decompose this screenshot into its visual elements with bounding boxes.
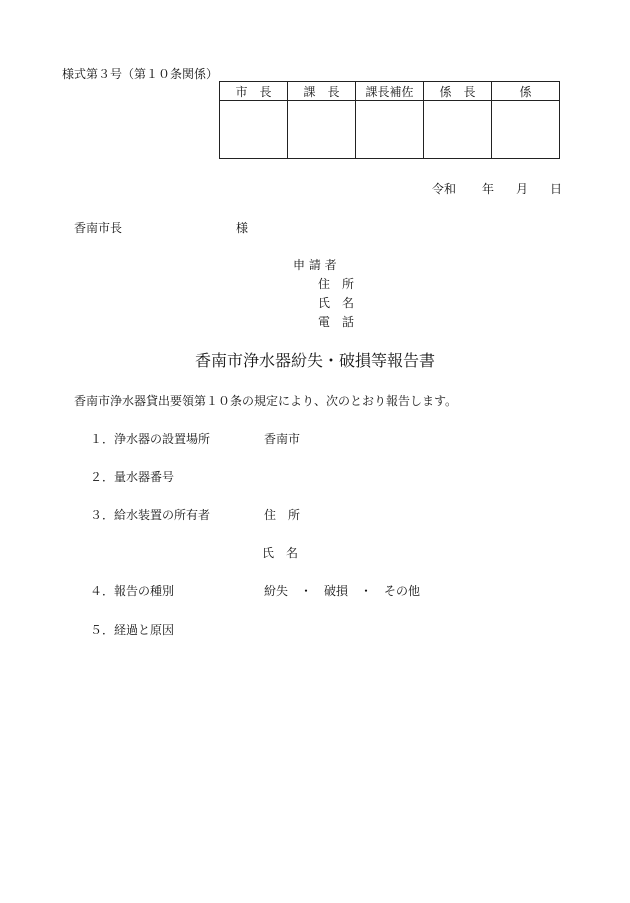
approval-header-section-chief: 課 長 — [288, 82, 356, 101]
item-number: ３． — [90, 508, 115, 522]
date-line — [432, 180, 562, 197]
approval-stamp-cell — [424, 101, 492, 159]
approval-header-staff: 係 — [492, 82, 560, 101]
item-value-report-type: 紛失 ・ 破損 ・ その他 — [264, 584, 421, 598]
item-number: ２． — [90, 470, 115, 484]
approval-stamp-cell — [288, 101, 356, 159]
item-number: ４． — [90, 584, 115, 598]
item-value-owner-name: 氏 名 — [262, 546, 299, 560]
addressee-honorific: 様 — [236, 221, 249, 235]
addressee-name: 香南市長 — [74, 221, 123, 235]
applicant-heading: 申 請 者 — [293, 258, 337, 272]
date-month: 月 — [515, 182, 528, 196]
item-value-install-location: 香南市 — [264, 432, 301, 446]
applicant-name-label: 氏 名 — [318, 296, 355, 310]
intro-text: 香南市浄水器貸出要領第１０条の規定により、次のとおり報告します。 — [74, 394, 458, 408]
applicant-phone-label: 電 話 — [318, 315, 355, 329]
approval-stamp-cell — [492, 101, 560, 159]
form-number: 様式第３号（第１０条関係） — [62, 67, 219, 81]
approval-header-subsection-chief: 係 長 — [424, 82, 492, 101]
approval-header-deputy-chief: 課長補佐 — [356, 82, 424, 101]
document-title: 香南市浄水器紛失・破損等報告書 — [194, 351, 435, 370]
item-label-owner: 給水装置の所有者 — [114, 508, 211, 522]
approval-stamp-cell — [220, 101, 288, 159]
item-label-meter-number: 量水器番号 — [114, 470, 175, 484]
item-value-owner-address: 住 所 — [264, 508, 301, 522]
item-number: １． — [90, 432, 115, 446]
date-era: 令和 — [431, 182, 456, 196]
date-day: 日 — [549, 182, 562, 196]
item-label-report-type: 報告の種別 — [114, 584, 175, 598]
item-label-circumstances: 経過と原因 — [114, 623, 175, 637]
applicant-address-label: 住 所 — [318, 277, 355, 291]
item-number: ５． — [90, 623, 115, 637]
approval-stamp-cell — [356, 101, 424, 159]
item-label-install-location: 浄水器の設置場所 — [114, 432, 211, 446]
date-year: 年 — [481, 182, 494, 196]
approval-stamp-table — [219, 81, 560, 159]
approval-header-mayor: 市 長 — [220, 82, 288, 101]
